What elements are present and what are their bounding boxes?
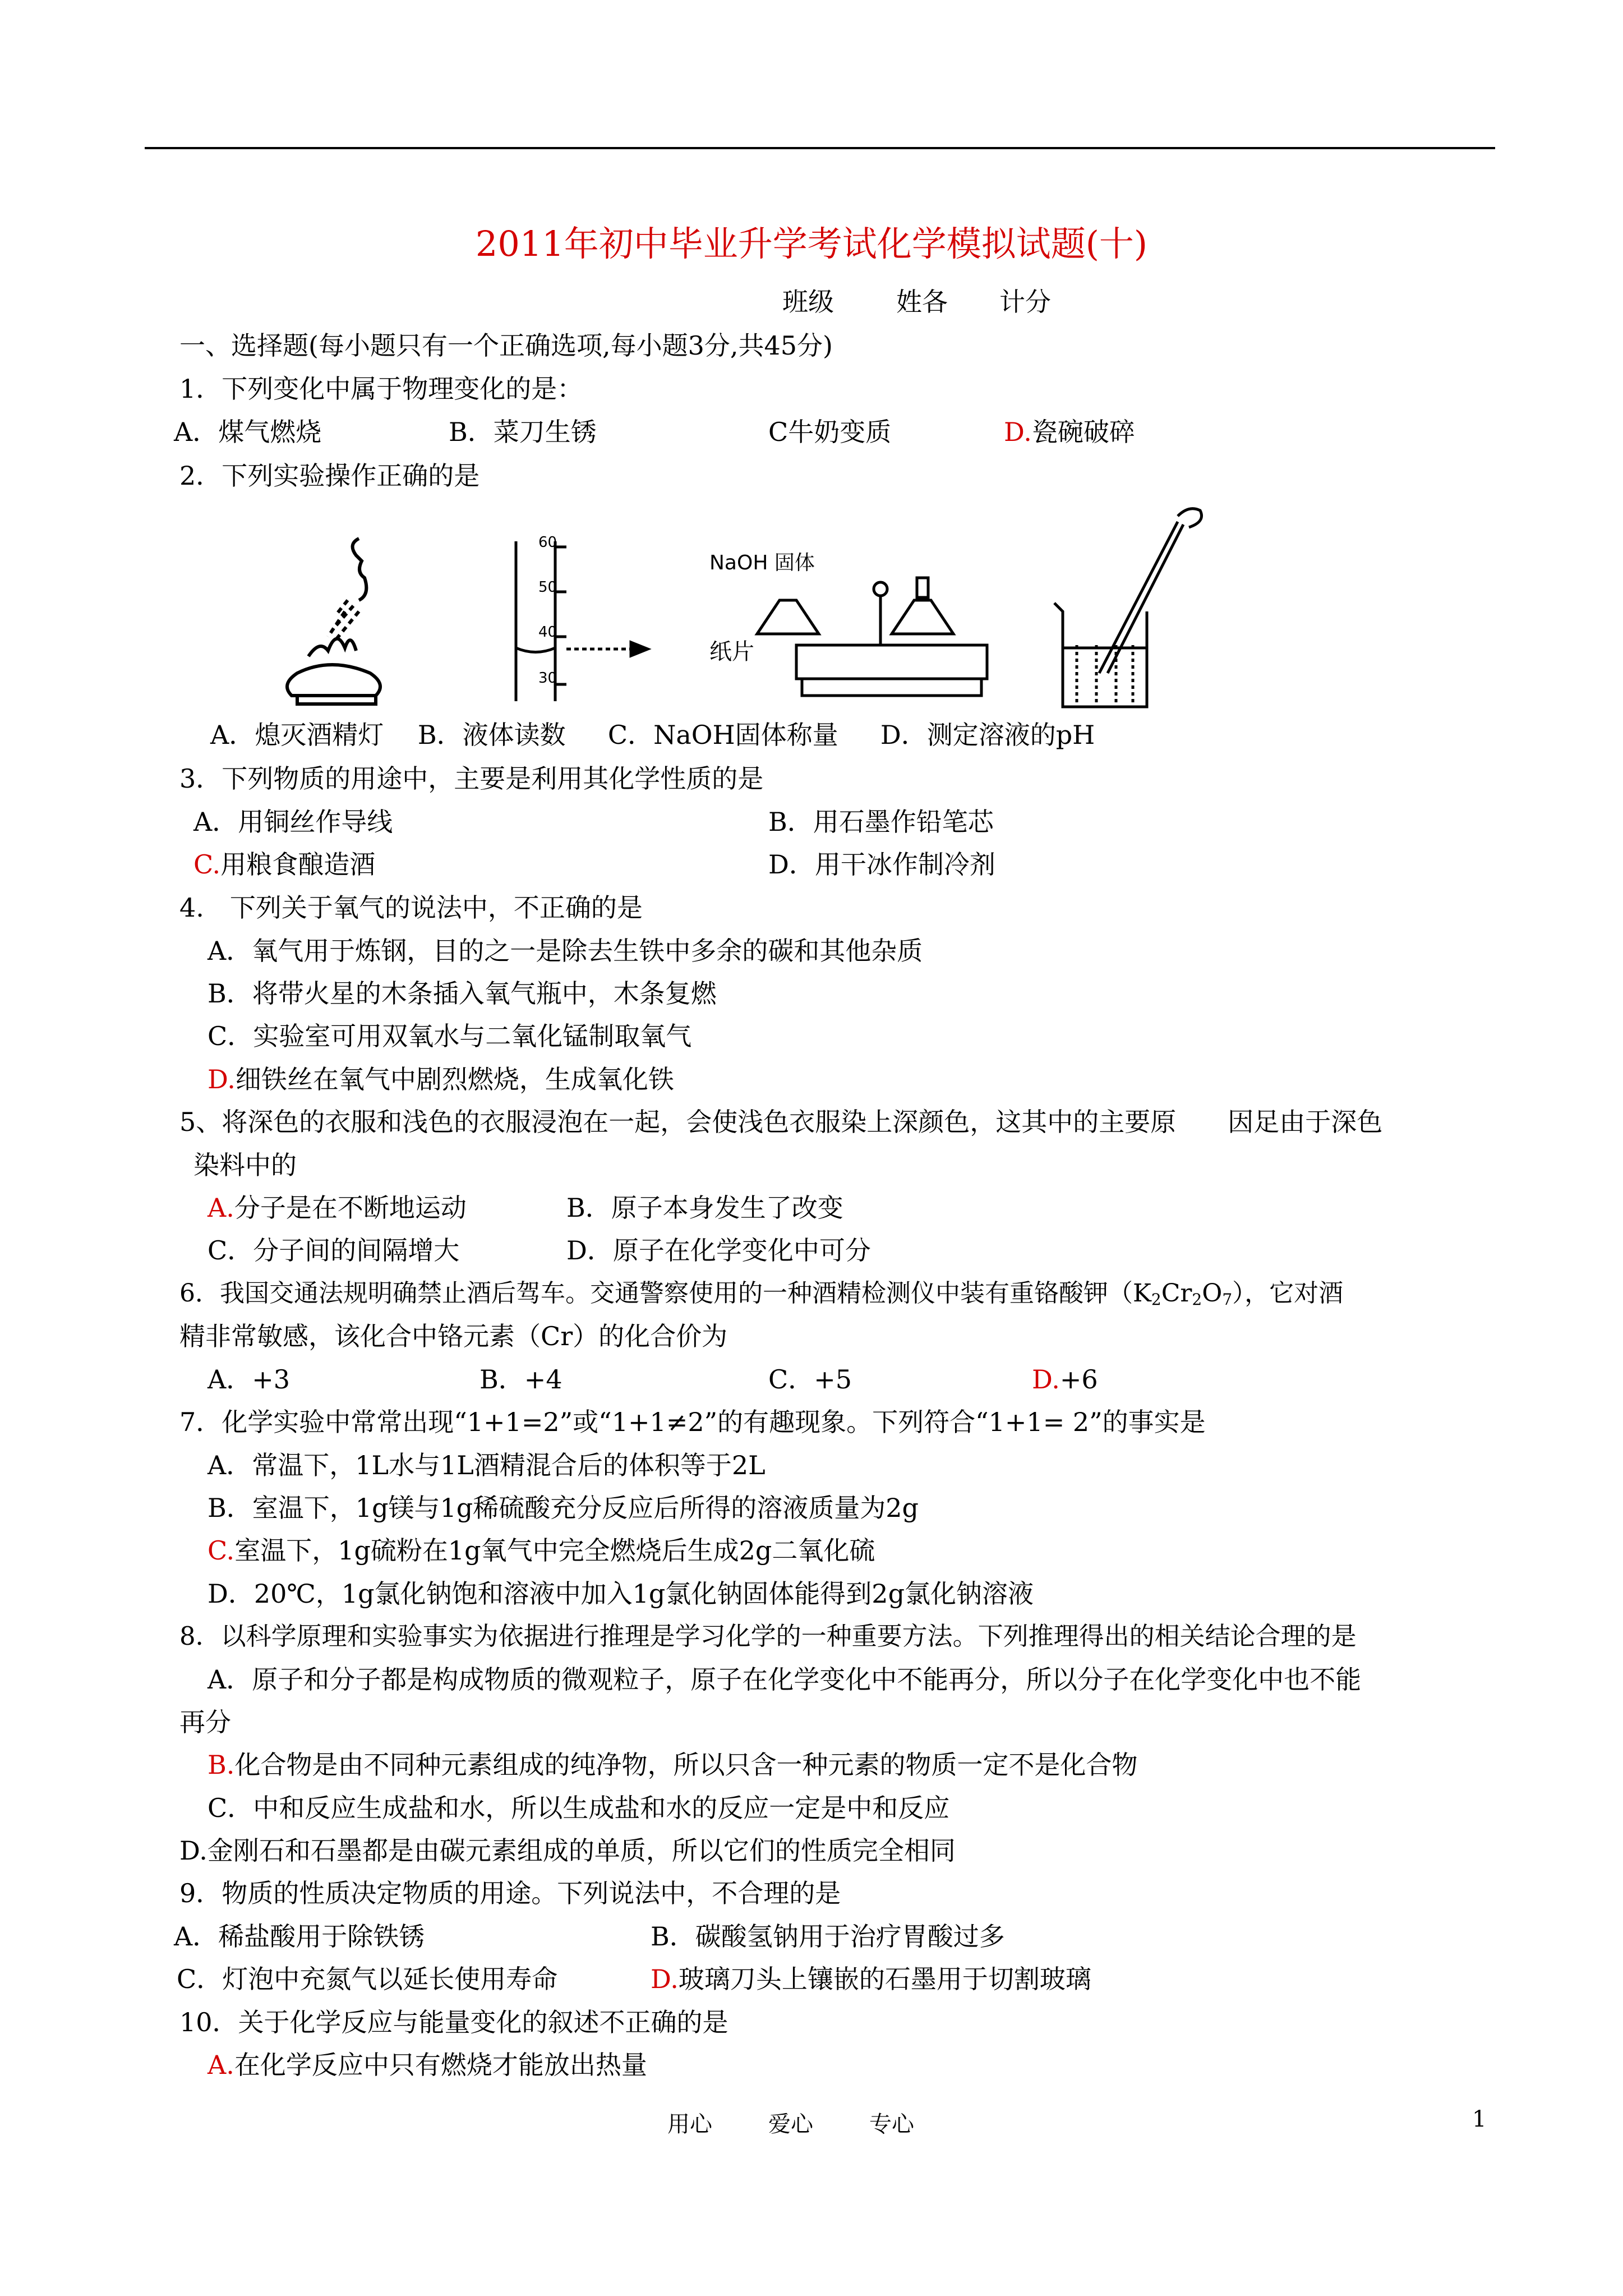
q5-option-a bbox=[208, 1192, 467, 1223]
q3-option-a: A．用铜丝作导线 bbox=[193, 807, 393, 837]
q4-option-a: A．氧气用于炼钢，目的之一是除去生铁中多余的碳和其他杂质 bbox=[208, 936, 923, 966]
q10-option-a-text: 在化学反应中只有燃烧才能放出热量 bbox=[234, 2050, 647, 2080]
q3-option-b: B．用石墨作铅笔芯 bbox=[768, 807, 994, 837]
q1-option-d bbox=[1004, 416, 1135, 448]
q8-option-a-line2: 再分 bbox=[179, 1707, 231, 1737]
q1-option-a: A．煤气燃烧 bbox=[174, 417, 322, 447]
footer-right: 专心 bbox=[869, 2111, 914, 2137]
q6-answer-letter: D. bbox=[1032, 1364, 1060, 1395]
q2-captions: A．熄灭酒精灯 B．液体读数 C．NaOH固体称量 D．测定溶液的pH bbox=[210, 720, 1095, 750]
q3-answer-letter: C. bbox=[193, 849, 221, 880]
q9-answer-letter: D. bbox=[651, 1964, 679, 1994]
field-name: 姓各 bbox=[896, 287, 948, 317]
alcohol-lamp-figure bbox=[269, 527, 415, 712]
naoh-label: NaOH 固体 bbox=[709, 551, 815, 574]
q8-answer-letter: B. bbox=[208, 1750, 235, 1780]
tick-label-60: 60 bbox=[538, 536, 557, 551]
q4-stem: 4. 下列关于氧气的说法中，不正确的是 bbox=[179, 892, 643, 923]
q2-stem: 2．下列实验操作正确的是 bbox=[179, 461, 480, 491]
q5-option-a-text: 分子是在不断地运动 bbox=[234, 1193, 467, 1223]
q6-stem-end: ），它对酒 bbox=[1232, 1279, 1344, 1308]
field-score: 计分 bbox=[999, 287, 1051, 317]
q6-o: O bbox=[1202, 1279, 1223, 1308]
q5-option-b: B．原子本身发生了改变 bbox=[566, 1193, 843, 1223]
q3-option-c-text: 用粮食酿造酒 bbox=[220, 849, 376, 880]
q3-stem: 3．下列物质的用途中，主要是利用其化学性质的是 bbox=[179, 763, 764, 794]
q6-option-d bbox=[1032, 1364, 1098, 1395]
q9-option-b: B．碳酸氢钠用于治疗胃酸过多 bbox=[651, 1921, 1005, 1952]
q6-sub-o: 7 bbox=[1222, 1290, 1233, 1309]
q4-option-d bbox=[208, 1064, 674, 1095]
graduated-cylinder-figure bbox=[494, 536, 673, 704]
q7-option-a: A．常温下，1L水与1L酒精混合后的体积等于2L bbox=[208, 1450, 766, 1480]
q1-option-d-text: 瓷碗破碎 bbox=[1031, 417, 1135, 447]
q6-cr: Cr bbox=[1161, 1279, 1192, 1308]
q9-option-d-text: 玻璃刀头上镶嵌的石墨用于切割玻璃 bbox=[678, 1964, 1091, 1994]
q7-option-c-text: 室温下，1g硫粉在1g氧气中完全燃烧后生成2g二氧化硫 bbox=[234, 1535, 875, 1566]
footer-left: 用心 bbox=[667, 2111, 712, 2137]
q4-option-d-text: 细铁丝在氧气中剧烈燃烧，生成氧化铁 bbox=[235, 1064, 674, 1094]
q10-option-a bbox=[208, 2049, 647, 2081]
tick-label-40: 40 bbox=[538, 624, 557, 641]
beaker-ph-figure bbox=[1043, 505, 1223, 712]
top-rule bbox=[145, 147, 1495, 149]
q10-answer-letter: A. bbox=[208, 2050, 234, 2080]
q6-option-a: A．+3 bbox=[208, 1364, 291, 1395]
q6-option-c: C．+5 bbox=[768, 1364, 852, 1395]
q1-stem: 1．下列变化中属于物理变化的是： bbox=[179, 374, 583, 404]
q9-option-a: A．稀盐酸用于除铁锈 bbox=[174, 1921, 425, 1952]
q7-option-b: B．室温下，1g镁与1g稀硫酸充分反应后所得的溶液质量为2g bbox=[208, 1493, 919, 1523]
q4-option-b: B．将带火星的木条插入氧气瓶中，木条复燃 bbox=[208, 978, 717, 1009]
tick-label-30: 30 bbox=[538, 670, 557, 687]
q8-option-b bbox=[208, 1749, 1137, 1780]
paper-label: 纸片 bbox=[709, 639, 754, 665]
footer-mid: 爱心 bbox=[768, 2111, 813, 2137]
q9-option-d bbox=[651, 1963, 1091, 1995]
q1-option-b: B．菜刀生锈 bbox=[449, 417, 597, 447]
q1-option-c: C牛奶变质 bbox=[768, 417, 892, 447]
q6-option-b: B．+4 bbox=[479, 1364, 562, 1395]
q6-stem-line1 bbox=[179, 1278, 1343, 1315]
q4-answer-letter: D. bbox=[208, 1064, 236, 1094]
q8-option-c: C．中和反应生成盐和水，所以生成盐和水的反应一定是中和反应 bbox=[208, 1793, 950, 1823]
page-title: 2011年初中毕业升学考试化学模拟试题(十) bbox=[475, 223, 1148, 264]
q6-sub-k: 2 bbox=[1151, 1290, 1161, 1309]
q5-stem-line2: 染料中的 bbox=[193, 1150, 297, 1180]
q9-option-c: C．灯泡中充氮气以延长使用寿命 bbox=[177, 1964, 558, 1994]
q7-option-d: D．20℃，1g氯化钠饱和溶液中加入1g氯化钠固体能得到2g氯化钠溶液 bbox=[208, 1579, 1034, 1609]
q6-stem-line2: 精非常敏感，该化合中铬元素（Cr）的化合价为 bbox=[179, 1321, 728, 1351]
q3-option-d: D．用干冰作制冷剂 bbox=[768, 849, 995, 880]
q4-option-c: C．实验室可用双氧水与二氧化锰制取氧气 bbox=[208, 1021, 692, 1051]
page-number: 1 bbox=[1472, 2106, 1487, 2132]
q6-option-d-text: +6 bbox=[1059, 1364, 1098, 1395]
section-heading: 一、选择题(每小题只有一个正确选项,每小题3分,共45分) bbox=[179, 330, 833, 361]
q7-stem: 7．化学实验中常常出现“1+1=2”或“1+1≠2”的有趣现象。下列符合“1+1= 2”的事实是 bbox=[179, 1407, 1206, 1437]
q3-option-c bbox=[193, 849, 375, 880]
q7-option-c bbox=[208, 1535, 875, 1566]
q7-answer-letter: C. bbox=[208, 1535, 235, 1566]
tick-label-50: 50 bbox=[538, 579, 557, 596]
balance-figure bbox=[695, 539, 1004, 712]
q1-answer-letter: D. bbox=[1004, 417, 1032, 447]
q8-option-b-text: 化合物是由不同种元素组成的纯净物，所以只含一种元素的物质一定不是化合物 bbox=[234, 1750, 1138, 1780]
q9-stem: 9．物质的性质决定物质的用途。下列说法中，不合理的是 bbox=[179, 1878, 841, 1908]
q5-answer-letter: A. bbox=[208, 1193, 234, 1223]
q8-stem: 8．以科学原理和实验事实为依据进行推理是学习化学的一种重要方法。下列推理得出的相关结论合理的是 bbox=[179, 1621, 1357, 1651]
q10-stem: 10．关于化学反应与能量变化的叙述不正确的是 bbox=[179, 2007, 728, 2037]
q5-stem-line1: 5、将深色的衣服和浅色的衣服浸泡在一起，会使浅色衣服染上深颜色，这其中的主要原 因足由于深色 bbox=[179, 1107, 1383, 1137]
q5-option-d: D．原子在化学变化中可分 bbox=[566, 1235, 871, 1266]
q8-option-d: D.金刚石和石墨都是由碳元素组成的单质，所以它们的性质完全相同 bbox=[179, 1835, 956, 1866]
q6-sub-cr: 2 bbox=[1192, 1290, 1202, 1309]
q8-option-a-line1: A．原子和分子都是构成物质的微观粒子，原子在化学变化中不能再分，所以分子在化学变化中也不能 bbox=[208, 1664, 1362, 1695]
field-class: 班级 bbox=[782, 287, 834, 317]
q5-option-c: C．分子间的间隔增大 bbox=[208, 1235, 460, 1266]
q6-stem-text: 6．我国交通法规明确禁止酒后驾车。交通警察使用的一种酒精检测仪中装有重铬酸钾（K bbox=[179, 1279, 1151, 1308]
